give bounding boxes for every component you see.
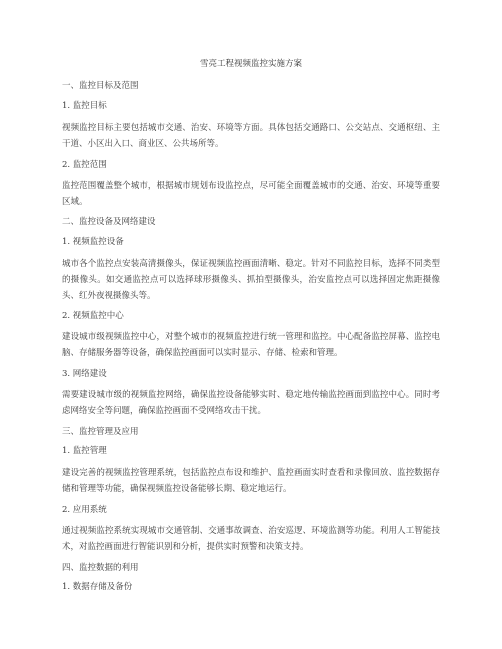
subheading-2-1: 1. 视频监控设备: [62, 237, 124, 247]
subheading-2-3: 3. 网络建设: [62, 369, 107, 379]
subheading-3-2: 2. 应用系统: [62, 505, 107, 515]
subheading-3-1: 1. 监控管理: [62, 446, 107, 456]
paragraph-2-3: 需要建设城市级的视频监控网络，确保监控设备能够实时、稳定地传输监控画面到监控中心。同时考虑网络安全等问题，确保监控画面不受网络攻击干扰。: [62, 390, 440, 416]
paragraph-3-2: 通过视频监控系统实现城市交通管制、交通事故调查、治安巡逻、环境监测等功能。利用人工智能技术，对监控画面进行智能识别和分析，提供实时预警和决策支持。: [62, 526, 440, 552]
section-heading-2: 二、监控设备及网络建设: [62, 217, 156, 227]
section-heading-1: 一、监控目标及范围: [62, 81, 139, 91]
paragraph-2-1: 城市各个监控点安装高清摄像头，保证视频监控画面清晰、稳定。针对不同监控目标，选择不同类型的摄像头。如交通监控点可以选择球形摄像头、抓拍型摄像头，治安监控点可以选择固定焦距摄像头、红外夜视摄像头等。: [62, 259, 440, 301]
paragraph-1-1: 视频监控目标主要包括城市交通、治安、环境等方面。具体包括交通路口、公交站点、交通枢纽、主干道、小区出入口、商业区、公共场所等。: [62, 123, 440, 149]
document-title: 雪亮工程视频监控实施方案: [199, 59, 302, 69]
paragraph-2-2: 建设城市级视频监控中心，对整个城市的视频监控进行统一管理和监控。中心配备监控屏幕、监控电脑、存储服务器等设备，确保监控画面可以实时显示、存储、检索和管理。: [62, 332, 440, 358]
section-heading-4: 四、监控数据的利用: [62, 563, 139, 573]
section-heading-3: 三、监控管理及应用: [62, 427, 139, 437]
paragraph-3-1: 建设完善的视频监控管理系统，包括监控点布设和维护、监控画面实时查看和录像回放、监控数据存储和管理等功能，确保视频监控设备能够长期、稳定地运行。: [62, 468, 440, 494]
subheading-2-2: 2. 视频监控中心: [62, 311, 124, 321]
subheading-4-1: 1. 数据存储及备份: [62, 582, 133, 592]
paragraph-1-2: 监控范围覆盖整个城市，根据城市规划布设监控点，尽可能全面覆盖城市的交通、治安、环境等重要区域。: [62, 181, 440, 207]
subheading-1-1: 1. 监控目标: [62, 101, 107, 111]
subheading-1-2: 2. 监控范围: [62, 160, 107, 170]
